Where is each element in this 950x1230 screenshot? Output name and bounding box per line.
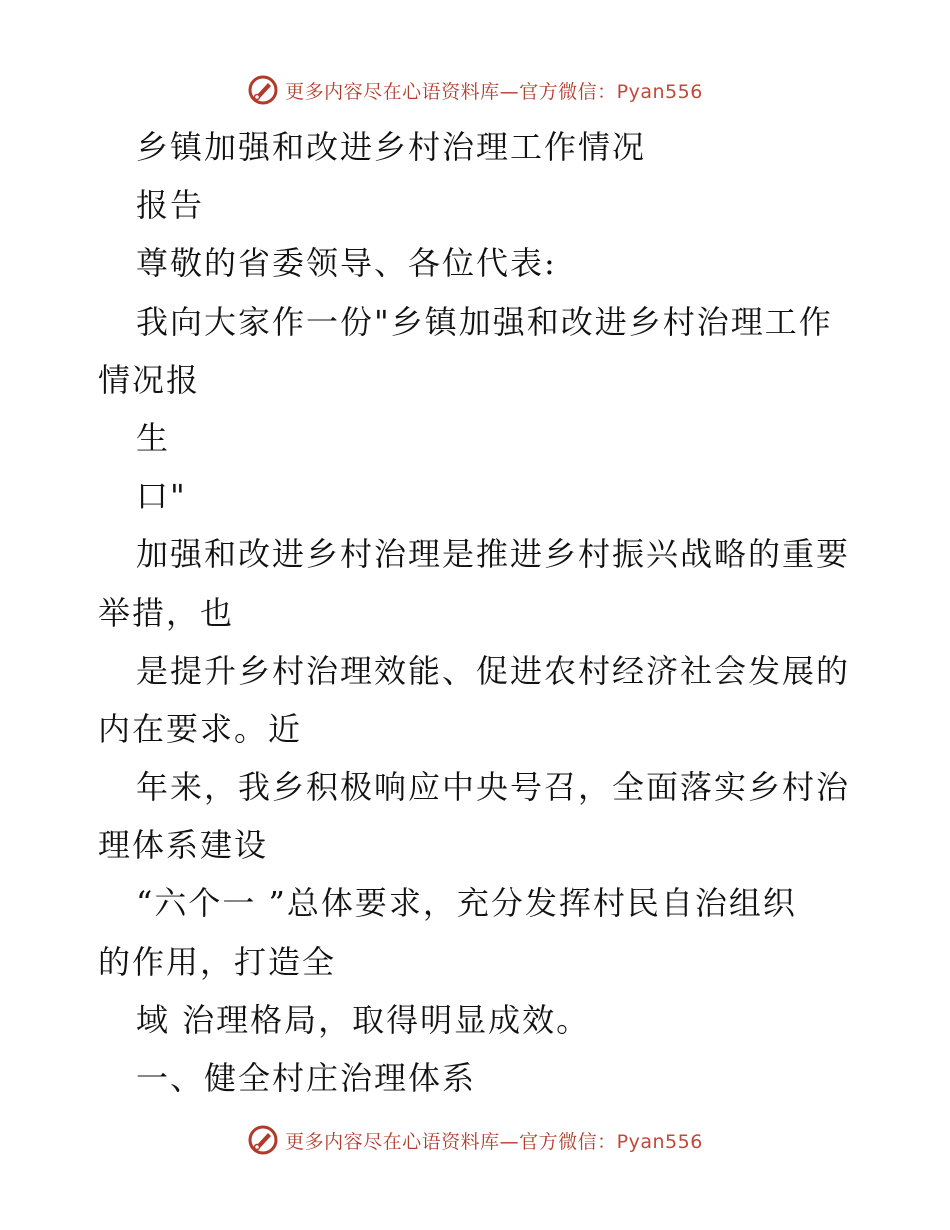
document-body xyxy=(98,118,858,1107)
text-line: 的作用，打造全 xyxy=(98,942,337,981)
text-line: 一、健全村庄治理体系 xyxy=(136,1059,477,1097)
text-line: 生 xyxy=(136,418,171,457)
watermark-text: 更多内容尽在心语资料库—官方微信：Pyan556 xyxy=(285,1130,703,1153)
text-line: “六个一 ”总体要求，充分发挥村民自治组织 xyxy=(136,884,797,923)
watermark-handle: Pyan556 xyxy=(616,80,703,103)
text-line: 我向大家作一份"乡镇加强和改进乡村治理工作 xyxy=(136,302,833,341)
watermark-handle: Pyan556 xyxy=(616,1130,703,1153)
header-watermark xyxy=(0,70,950,110)
text-line: 举措，也 xyxy=(98,593,235,632)
text-line: 尊敬的省委领导、各位代表: xyxy=(136,244,557,283)
text-line: 加强和改进乡村治理是推进乡村振兴战略的重要 xyxy=(136,535,851,574)
text-line: 报告 xyxy=(136,186,205,225)
text-line: 年来，我乡积极响应中央号召，全面落实乡村治 xyxy=(136,768,851,807)
quill-logo-icon xyxy=(247,1124,279,1156)
quill-logo-icon xyxy=(247,74,279,106)
text-line: 是提升乡村治理效能、促进农村经济社会发展的 xyxy=(136,651,851,690)
text-line: 理体系建设 xyxy=(98,826,269,865)
text-line: 情况报 xyxy=(98,360,201,399)
text-line: 域 治理格局，取得明显成效。 xyxy=(136,1000,591,1039)
text-line: 口" xyxy=(136,477,187,516)
watermark-text: 更多内容尽在心语资料库—官方微信：Pyan556 xyxy=(285,80,703,103)
text-line: 内在要求。近 xyxy=(98,709,303,748)
footer-watermark xyxy=(0,1120,950,1160)
text-line: 乡镇加强和改进乡村治理工作情况 xyxy=(136,128,647,166)
